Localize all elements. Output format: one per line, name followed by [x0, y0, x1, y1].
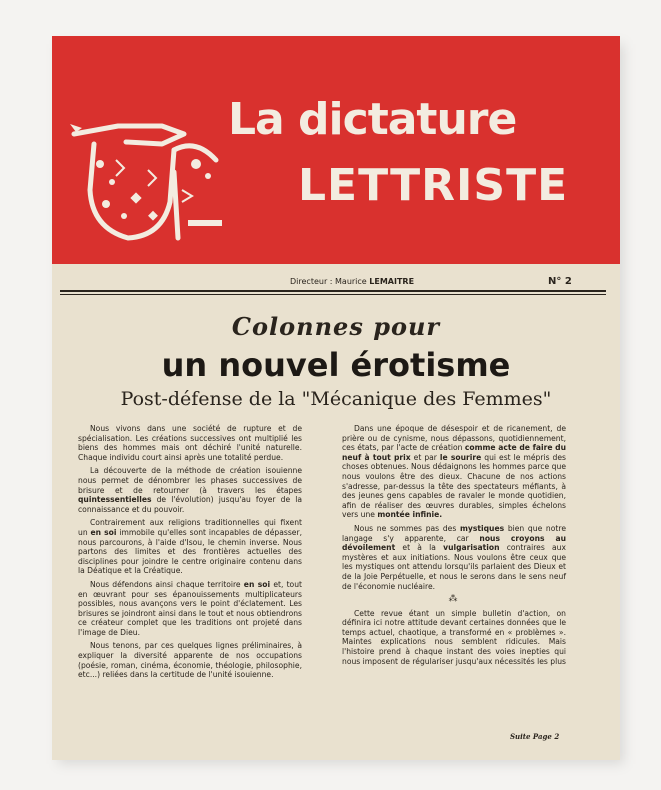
column-right-top — [342, 424, 566, 591]
emphasis-text: comme acte de faire du neuf à tout prix — [342, 443, 567, 462]
divider-thin — [60, 294, 606, 295]
meta-bar — [52, 274, 620, 288]
column-left — [78, 424, 302, 684]
body-text: bien que notre langage s'y apparente, car — [342, 523, 566, 543]
body-text: Nous ne sommes pas des — [354, 523, 460, 533]
body-paragraph — [78, 580, 302, 638]
emphasis-text: quintessentielles — [78, 495, 152, 505]
title-line-2: LETTRISTE — [298, 160, 569, 211]
emphasis-text: montée infinie. — [377, 510, 443, 520]
body-paragraph — [342, 609, 566, 667]
column-right-bottom — [342, 609, 566, 667]
body-text: Contrairement aux religions traditionnelles qui fixent un — [78, 518, 302, 537]
body-paragraph — [78, 424, 302, 462]
body-text: Dans une époque de désespoir et de ricanement, de prière ou de cynisme, nous dépassons, quotidiennement, ces états, par l'acte de création — [342, 424, 566, 453]
headline-main: un nouvel érotisme — [161, 346, 511, 384]
body-text: Nous vivons dans une société de rupture et de spécialisation. Les créations successives ont multiplié les biens des hommes mais ont déchiré l'unité naturelle. Chaque individu court ainsi après une totalité perdue. — [78, 424, 302, 462]
director-label: Directeur : Maurice — [290, 277, 370, 286]
emphasis-text: en soi — [90, 527, 117, 537]
body-paragraph — [342, 524, 566, 591]
section-separator: ⁂ — [448, 594, 460, 605]
body-text: Cette revue étant un simple bulletin d'action, on définira ici notre attitude devant certaines données que le temps actuel, chaotique, a transformé en « problèmes ». Maintes explications nous semblent ridicules. Mais l'histoire prend à chaque instant des voies inepties qui nous imposent de régulariser jusqu'aux nécessités les plus — [342, 608, 566, 666]
emphasis-text: le sourire — [439, 452, 482, 462]
body-paragraph — [342, 424, 566, 520]
masthead — [52, 36, 620, 264]
newspaper-page — [52, 36, 620, 760]
director-name: LEMAITRE — [369, 277, 415, 286]
director-line — [290, 277, 414, 286]
headline-sub: Post-défense de la "Mécanique des Femmes" — [120, 388, 552, 410]
body-text: qui est le mépris des choses obtenues. Nous dédaignons les hommes parce que nous voulons être des dieux. Chacune de nos actions s'adresse, par-dessus la tête des spectateurs méfiants, à des jeunes gens capables de ravaler le monde quotidien, afin de réaliser des œuvres durables, simples échelons vers une — [342, 452, 566, 520]
emphasis-text: vulgarisation — [443, 543, 500, 553]
body-text: Nous défendons ainsi chaque territoire — [90, 579, 244, 589]
emphasis-text: nous croyons au dévoilement — [342, 533, 566, 553]
issue-number: N° 2 — [548, 276, 572, 287]
body-paragraph — [78, 466, 302, 514]
column-right — [342, 424, 566, 670]
lettrist-glyph-logo-icon — [66, 120, 236, 250]
continued-note: Suite Page 2 — [510, 732, 560, 741]
emphasis-text: en soi — [243, 579, 271, 589]
body-paragraph — [78, 641, 302, 679]
divider-thick — [60, 290, 606, 292]
body-text: et par — [410, 452, 440, 462]
body-text: et à la — [395, 543, 444, 553]
headline-kicker: Colonnes pour — [231, 312, 441, 341]
body-text: de l'évolution) jusqu'au foyer de la connaissance et du pouvoir. — [78, 495, 302, 514]
title-line-1: La dictature — [228, 94, 517, 145]
body-text: immobile qu'elles sont incapables de dépasser, nous parcourons, à l'aide d'Isou, le chemin inverse. Nous partons des limites et des frontières actuelles des disciplines pour joindre le centre originaire contenu dans la Déatique et la Créatique. — [78, 527, 302, 576]
body-text: contraires aux mystères et aux initiations. Nous voulons être ceux que les mystiques ont attendu lorsqu'ils parlaient des Dieux et de la Joie Perpétuelle, et nous le serons dans le sens neuf de l'économie nucléaire. — [342, 543, 566, 591]
body-text: et, tout en œuvrant pour ses épanouissements multiplicateurs possibles, nous avançons vers le point d'éclatement. Les brisures se joindront ainsi dans le tout et nous obtiendrons ce créateur complet que les traditions ont projeté dans l'image de Dieu. — [78, 579, 302, 637]
body-text: Nous tenons, par ces quelques lignes préliminaires, à expliquer la diversité apparente de nos occupations (poésie, roman, cinéma, économie, théologie, philosophie, etc...) reliées dans la certitude de l'unité isouienne. — [78, 641, 302, 680]
emphasis-text: mystiques — [459, 523, 505, 533]
body-paragraph — [78, 518, 302, 576]
body-text: La découverte de la méthode de création isouienne nous permet de dénombrer les phases successives de brisure et de retourner (à travers les étapes — [78, 466, 302, 495]
